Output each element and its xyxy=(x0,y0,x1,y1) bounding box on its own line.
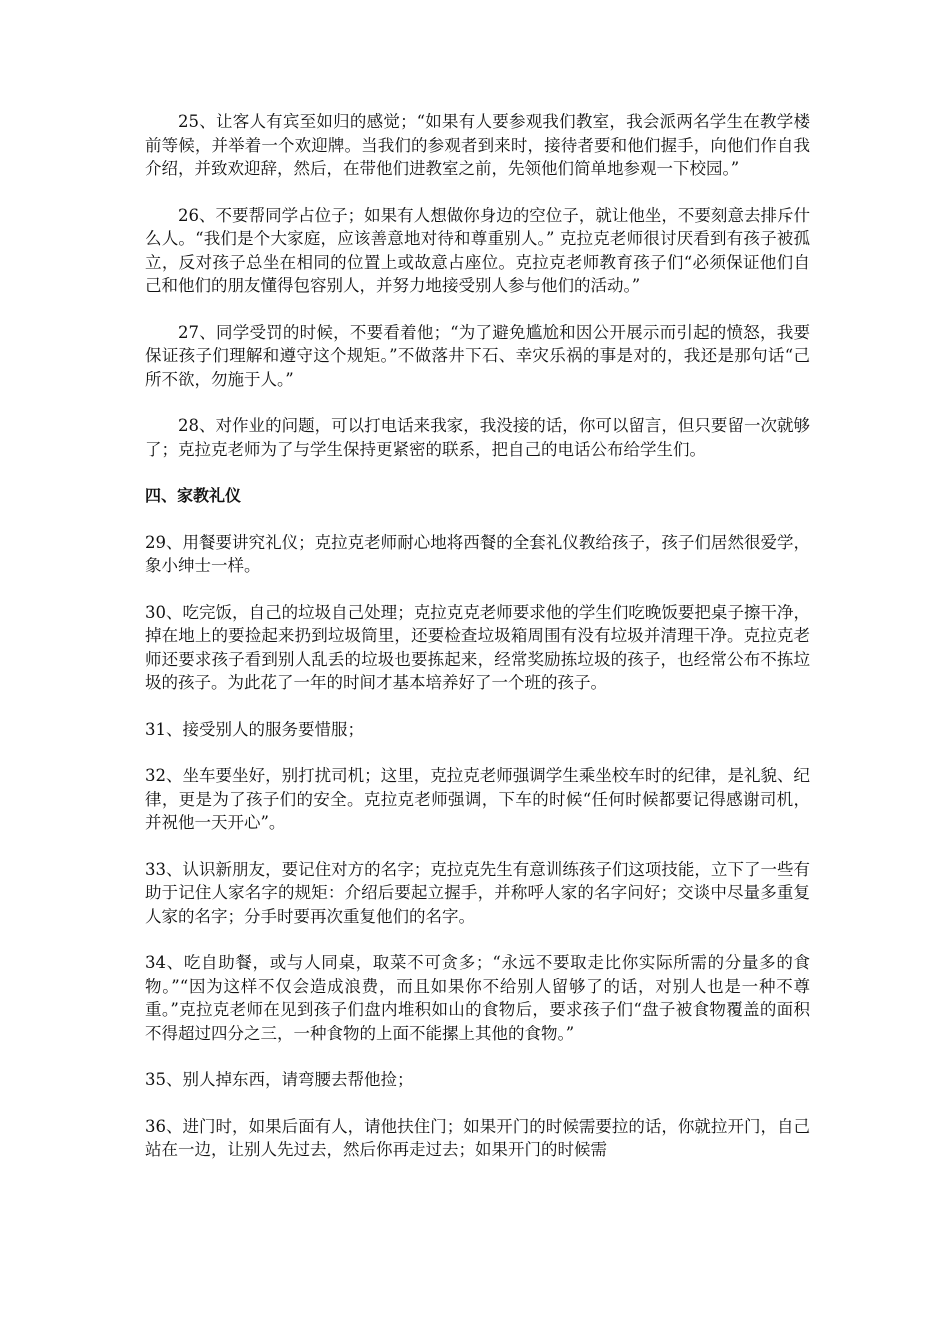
section-heading: 四、家教礼仪 xyxy=(145,486,242,505)
paragraph-rule-26: 26、不要帮同学占位子；如果有人想做你身边的空位子，就让他坐，不要刻意去排斥什么人。“我们是个大家庭，应该善意地对待和尊重别人。” 克拉克老师很讨厌看到有孩子被孤立，反对孩子总坐在相同的位置上或故意占座位。克拉克老师教育孩子们“必须保证他们自己和他们的朋友懂得包容别人，并努力地接受别人参与他们的活动。” xyxy=(145,205,810,295)
paragraph-rule-35: 35、别人掉东西，请弯腰去帮他捡； xyxy=(145,1070,414,1089)
paragraph-rule-32: 32、坐车要坐好，别打扰司机；这里，克拉克老师强调学生乘坐校车时的纪律，是礼貌、纪律，更是为了孩子们的安全。克拉克老师强调，下车的时候“任何时候都要记得感谢司机，并祝他一天开心”。 xyxy=(145,766,810,832)
paragraph-rule-27: 27、同学受罚的时候，不要看着他；“为了避免尴尬和因公开展示而引起的愤怒，我要保证孩子们理解和遵守这个规矩。”不做落井下石、幸灾乐祸的事是对的，我还是那句话“己所不欲，勿施于人。” xyxy=(145,322,810,389)
paragraph-rule-34: 34、吃自助餐，或与人同桌，取菜不可贪多；“永远不要取走比你实际所需的分量多的食物。”“因为这样不仅会造成浪费，而且如果你不给别人留够了的话，对别人也是一种不尊重。”克拉克老师在见到孩子们盘内堆积如山的食物后，要求孩子们“盘子被食物覆盖的面积不得超过四分之三，一种食物的上面不能摞上其他的食物。” xyxy=(145,953,810,1043)
document-page xyxy=(145,110,810,1185)
paragraph-rule-25: 25、让客人有宾至如归的感觉；“如果有人要参观我们教室，我会派两名学生在教学楼前等候，并举着一个欢迎牌。当我们的参观者到来时，接待者要和他们握手，向他们作自我介绍，并致欢迎辞，然后，在带他们进教室之前，先领他们简单地参观一下校园。” xyxy=(145,112,810,178)
paragraph-rule-28: 28、对作业的问题，可以打电话来我家，我没接的话，你可以留言，但只要留一次就够了；克拉克老师为了与学生保持更紧密的联系，把自己的电话公布给学生们。 xyxy=(145,416,810,459)
paragraph-rule-30: 30、吃完饭，自己的垃圾自己处理；克拉克克老师要求他的学生们吃晚饭要把桌子擦干净，掉在地上的要捡起来扔到垃圾筒里，还要检查垃圾箱周围有没有垃圾并清理干净。克拉克老师还要求孩子看到别人乱丢的垃圾也要拣起来，经常奖励拣垃圾的孩子，也经常公布不拣垃圾的孩子。为此花了一年的时间才基本培养好了一个班的孩子。 xyxy=(145,602,810,692)
paragraph-rule-33: 33、认识新朋友，要记住对方的名字；克拉克先生有意训练孩子们这项技能，立下了一些有助于记住人家名字的规矩：介绍后要起立握手，并称呼人家的名字问好；交谈中尽量多重复人家的名字；分手时要再次重复他们的名字。 xyxy=(145,859,810,926)
paragraph-rule-31: 31、接受别人的服务要惜服； xyxy=(145,719,364,739)
paragraph-rule-36: 36、进门时，如果后面有人，请他扶住门；如果开门的时候需要拉的话，你就拉开门，自己站在一边，让别人先过去，然后你再走过去；如果开门的时候需 xyxy=(145,1116,810,1159)
paragraph-rule-29: 29、用餐要讲究礼仪；克拉克老师耐心地将西餐的全套礼仪教给孩子，孩子们居然很爱学，象小绅士一样。 xyxy=(145,532,810,575)
